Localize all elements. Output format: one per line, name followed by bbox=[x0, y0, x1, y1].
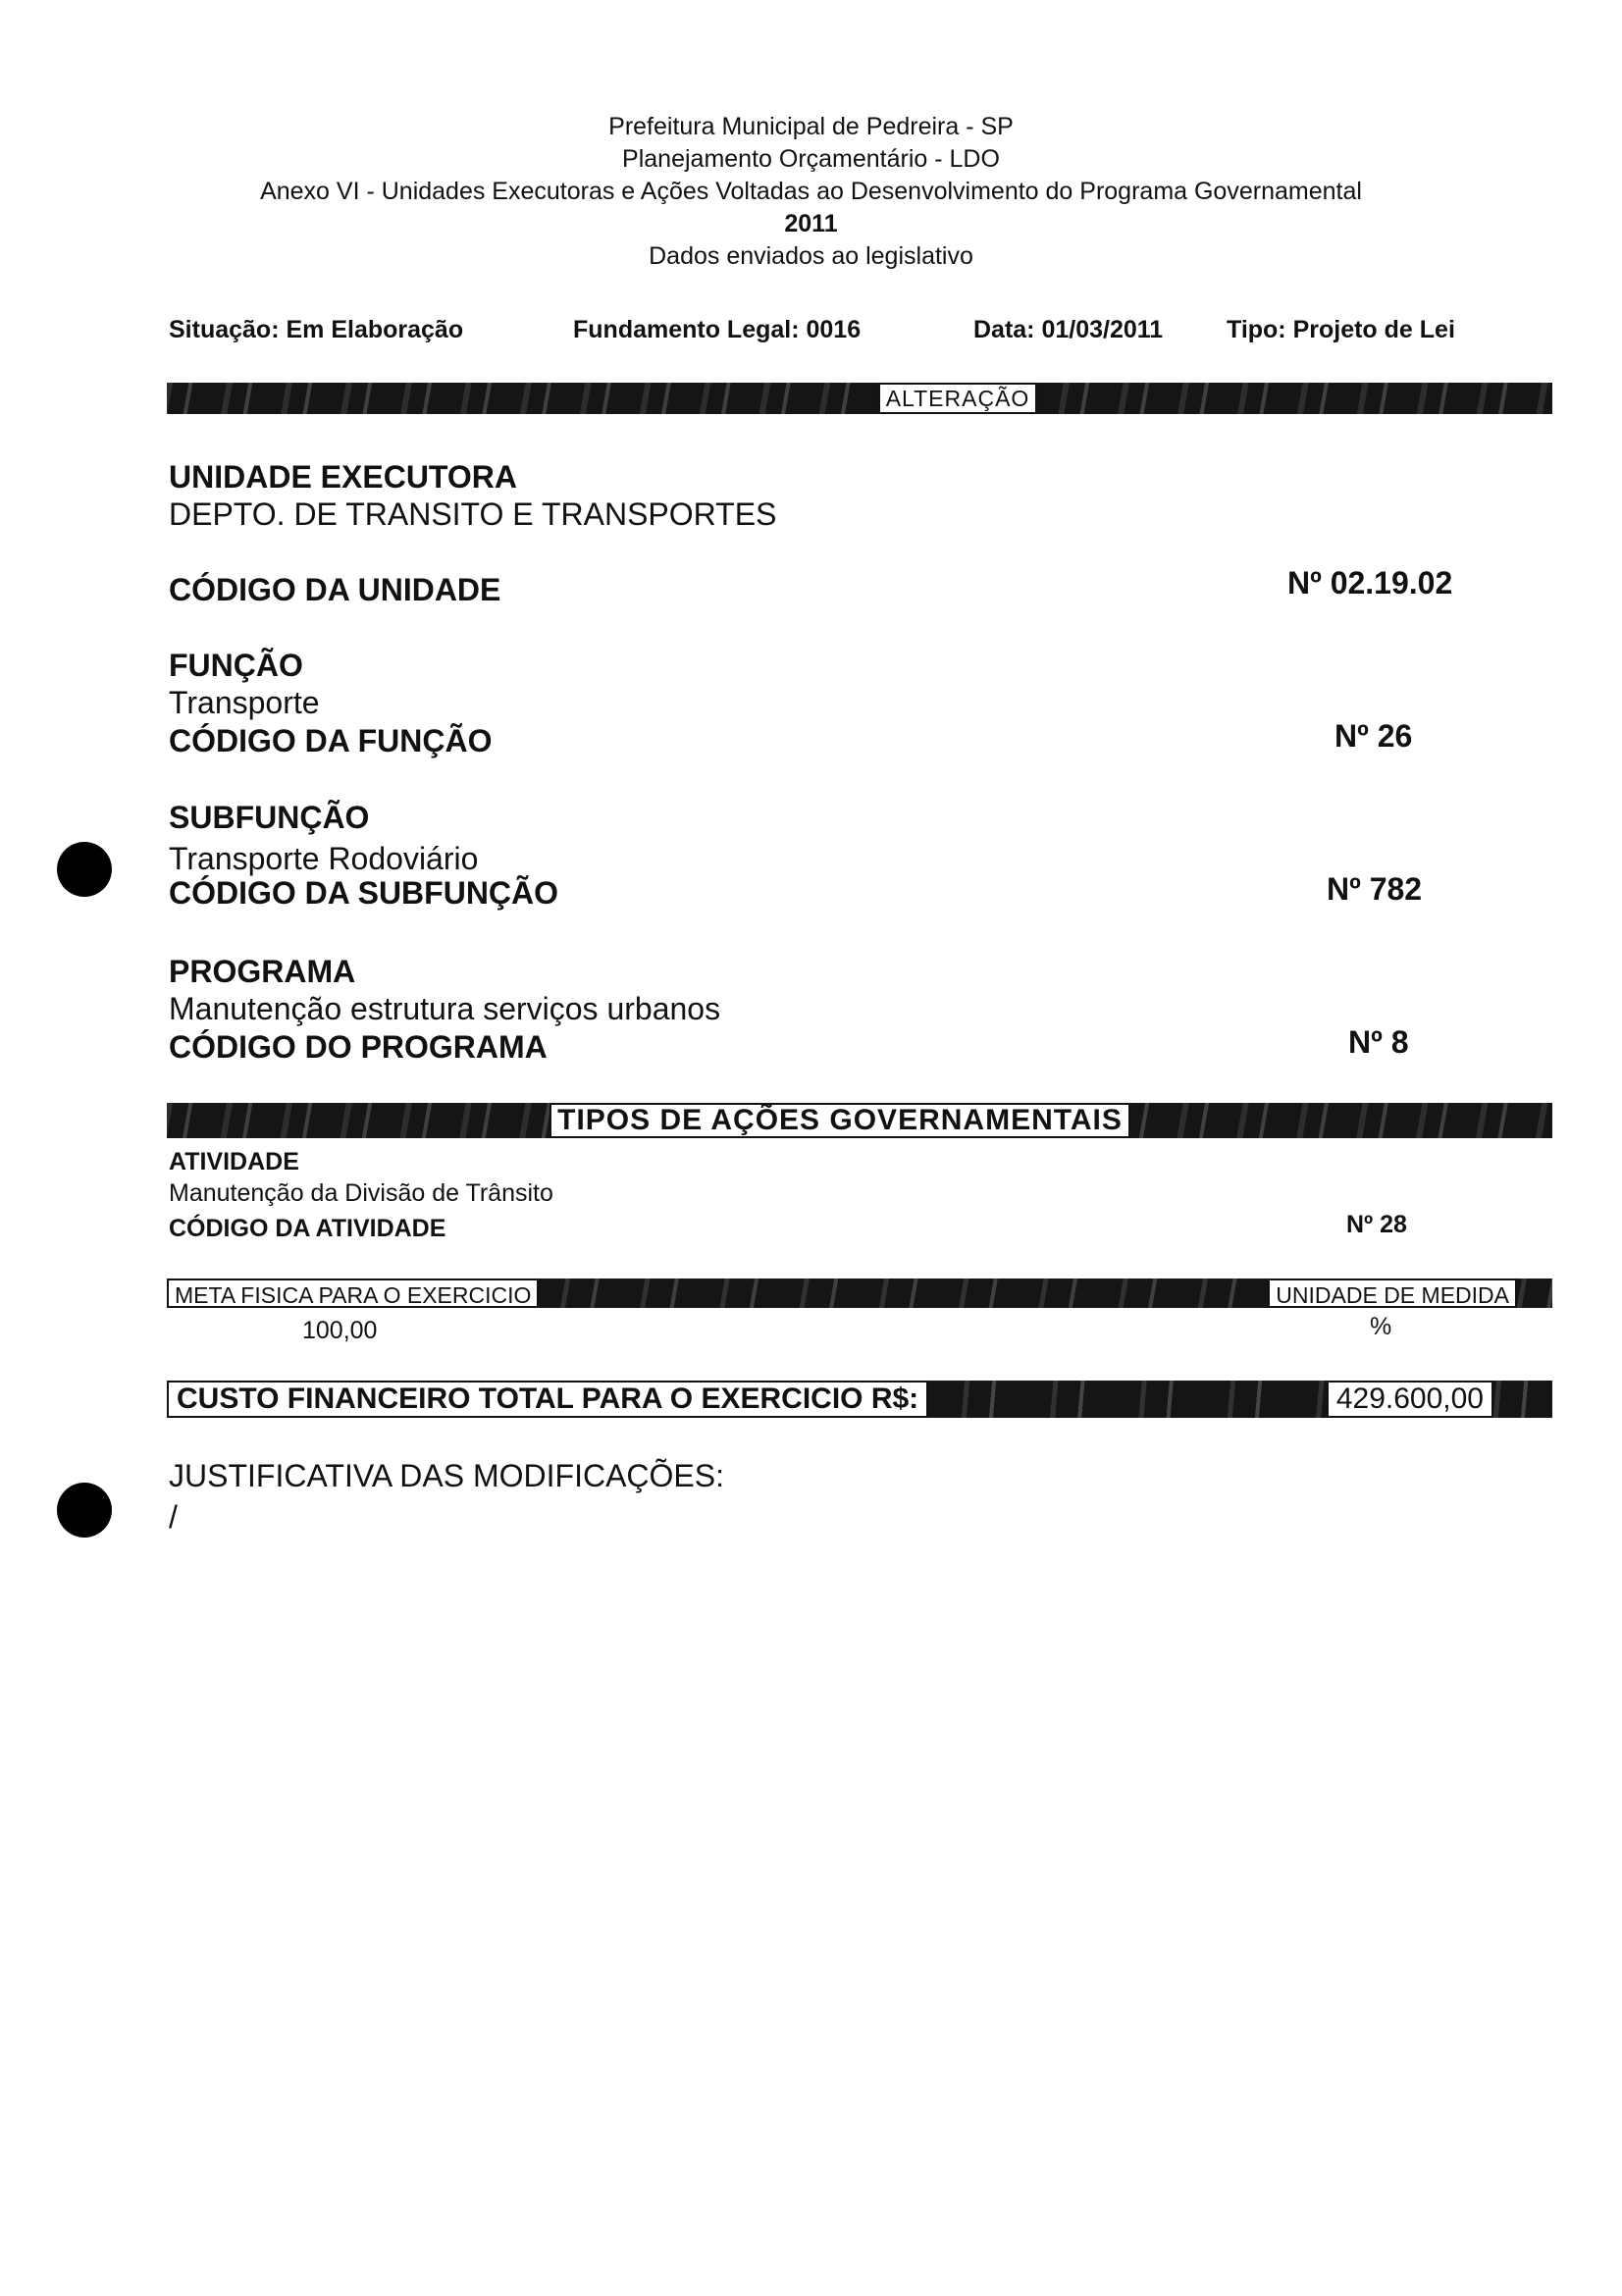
custo-financeiro-bar bbox=[167, 1381, 1552, 1418]
programa-code: Nº 8 bbox=[1348, 1024, 1409, 1060]
unidade-code: Nº 02.19.02 bbox=[1287, 565, 1453, 600]
unidade-title: UNIDADE EXECUTORA bbox=[169, 459, 517, 495]
header-line-planning: Planejamento Orçamentário - LDO bbox=[622, 145, 1000, 173]
meta-fundamento: Fundamento Legal: 0016 bbox=[573, 316, 862, 343]
custo-label: CUSTO FINANCEIRO TOTAL PARA O EXERCICIO R$: bbox=[167, 1381, 928, 1418]
alteracao-label: ALTERAÇÃO bbox=[878, 383, 1038, 414]
punch-hole-mark bbox=[57, 842, 112, 897]
funcao-code: Nº 26 bbox=[1334, 718, 1413, 754]
meta-data: Data: 01/03/2011 bbox=[973, 316, 1164, 343]
subfuncao-name: Transporte Rodoviário bbox=[169, 841, 479, 876]
funcao-name: Transporte bbox=[169, 685, 320, 720]
unidade-medida-label: UNIDADE DE MEDIDA bbox=[1268, 1278, 1517, 1308]
header-line-annex: Anexo VI - Unidades Executoras e Ações Voltadas ao Desenvolvimento do Programa Governamental bbox=[260, 178, 1362, 205]
header-line-municipality: Prefeitura Municipal de Pedreira - SP bbox=[608, 113, 1014, 140]
meta-fisica-value: 100,00 bbox=[302, 1317, 378, 1344]
atividade-code: Nº 28 bbox=[1346, 1211, 1407, 1238]
programa-title: PROGRAMA bbox=[169, 954, 356, 989]
meta-fisica-label: META FISICA PARA O EXERCICIO bbox=[167, 1278, 539, 1308]
alteracao-bar bbox=[167, 383, 1552, 414]
tipos-acoes-label: TIPOS DE AÇÕES GOVERNAMENTAIS bbox=[549, 1103, 1130, 1138]
atividade-name: Manutenção da Divisão de Trânsito bbox=[169, 1179, 553, 1207]
atividade-title: ATIVIDADE bbox=[169, 1148, 299, 1175]
justificativa-label: JUSTIFICATIVA DAS MODIFICAÇÕES: bbox=[169, 1458, 724, 1493]
document-header bbox=[0, 111, 1622, 273]
subfuncao-code: Nº 782 bbox=[1327, 871, 1423, 907]
punch-hole-mark bbox=[57, 1483, 112, 1538]
custo-value: 429.600,00 bbox=[1327, 1381, 1493, 1418]
atividade-code-label: CÓDIGO DA ATIVIDADE bbox=[169, 1215, 446, 1242]
meta-fisica-bar bbox=[167, 1278, 1552, 1308]
unidade-medida-value: % bbox=[1370, 1313, 1392, 1340]
subfuncao-code-label: CÓDIGO DA SUBFUNÇÃO bbox=[169, 875, 559, 911]
unidade-code-label: CÓDIGO DA UNIDADE bbox=[169, 572, 501, 607]
unidade-name: DEPTO. DE TRANSITO E TRANSPORTES bbox=[169, 496, 777, 532]
header-year: 2011 bbox=[784, 210, 838, 237]
programa-name: Manutenção estrutura serviços urbanos bbox=[169, 991, 721, 1026]
funcao-code-label: CÓDIGO DA FUNÇÃO bbox=[169, 723, 493, 758]
header-line-sent: Dados enviados ao legislativo bbox=[649, 242, 973, 270]
programa-code-label: CÓDIGO DO PROGRAMA bbox=[169, 1029, 548, 1065]
tipos-acoes-bar bbox=[167, 1103, 1552, 1138]
meta-situacao: Situação: Em Elaboração bbox=[169, 316, 464, 343]
meta-tipo: Tipo: Projeto de Lei bbox=[1227, 316, 1455, 343]
subfuncao-title: SUBFUNÇÃO bbox=[169, 800, 370, 835]
funcao-title: FUNÇÃO bbox=[169, 648, 303, 683]
justificativa-text: / bbox=[169, 1499, 178, 1535]
